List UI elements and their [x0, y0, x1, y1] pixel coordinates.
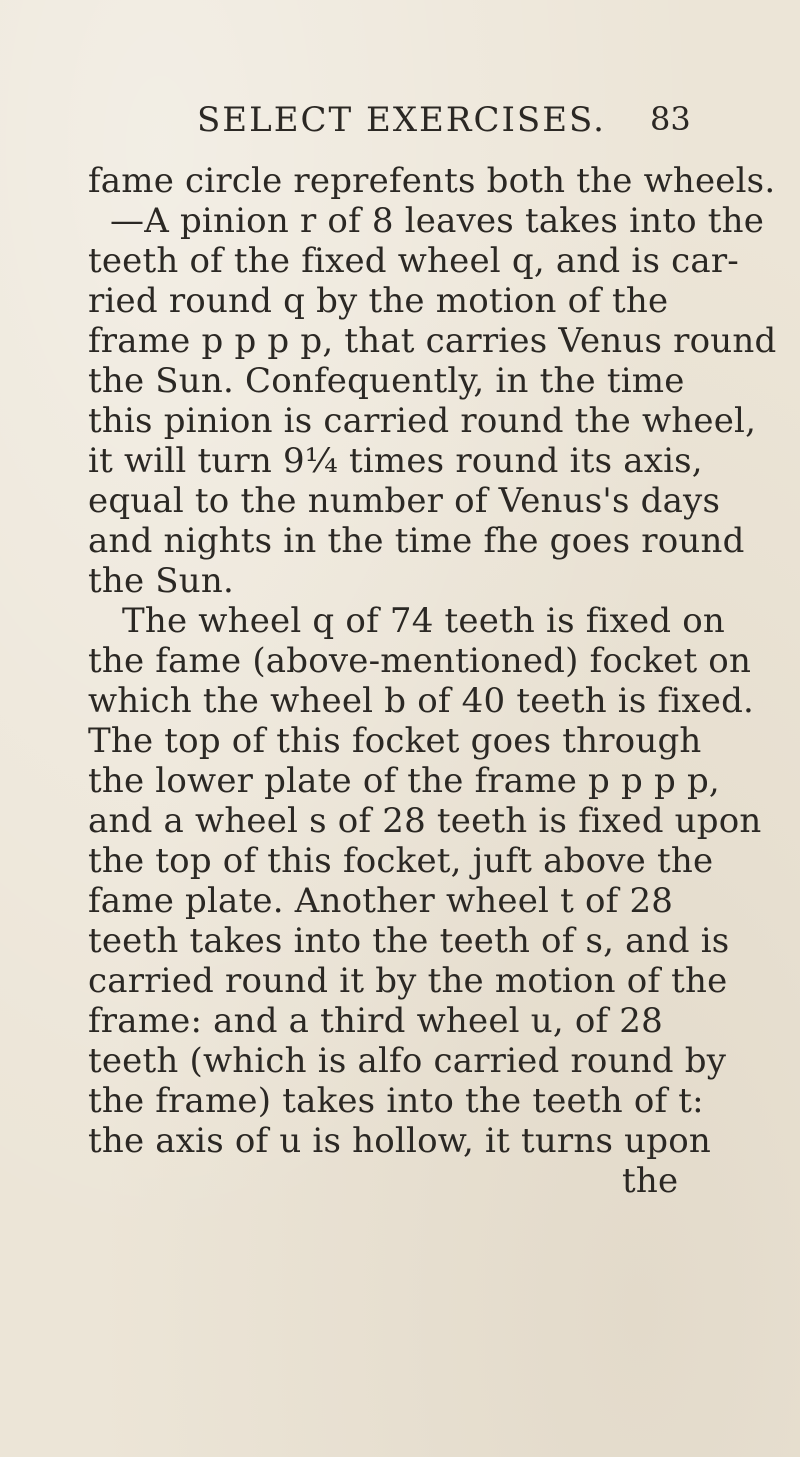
text-line: the Sun. Confequently, in the time [88, 361, 685, 401]
text-line: The top of this focket goes through [88, 721, 702, 761]
text-line: fame plate. Another wheel t of 28 [88, 881, 674, 921]
page-header [0, 100, 800, 150]
text-line: which the wheel b of 40 teeth is fixed. [88, 681, 755, 721]
text-line: carried round it by the motion of the [88, 961, 728, 1001]
text-line: fame circle reprefents both the wheels. [88, 161, 776, 201]
text-line: this pinion is carried round the wheel, [88, 401, 757, 441]
text-line: The wheel q of 74 teeth is fixed on [122, 601, 726, 641]
page-number: 83 [650, 100, 691, 138]
text-line: ried round q by the motion of the [88, 281, 669, 321]
text-line: teeth of the fixed wheel q, and is car- [88, 241, 739, 281]
text-line: the Sun. [88, 561, 234, 601]
text-line: equal to the number of Venus's days [88, 481, 721, 521]
text-line: the top of this focket, juft above the [88, 841, 714, 881]
text-line: teeth takes into the teeth of s, and is [88, 921, 730, 961]
text-line: the frame) takes into the teeth of t: [88, 1081, 704, 1121]
text-line: the axis of u is hollow, it turns upon [88, 1121, 711, 1161]
text-line: frame p p p p, that carries Venus round [88, 321, 777, 361]
running-head: SELECT EXERCISES. [197, 100, 606, 140]
text-line: it will turn 9¼ times round its axis, [88, 441, 703, 481]
text-line: and a wheel s of 28 teeth is fixed upon [88, 801, 762, 841]
catchword: the [622, 1161, 679, 1201]
text-line: the lower plate of the frame p p p p, [88, 761, 720, 801]
text-line: the fame (above-mentioned) focket on [88, 641, 752, 681]
text-line: frame: and a third wheel u, of 28 [88, 1001, 663, 1041]
text-line: teeth (which is alfo carried round by [88, 1041, 727, 1081]
text-line: and nights in the time fhe goes round [88, 521, 745, 561]
text-line: —A pinion r of 8 leaves takes into the [110, 201, 765, 241]
